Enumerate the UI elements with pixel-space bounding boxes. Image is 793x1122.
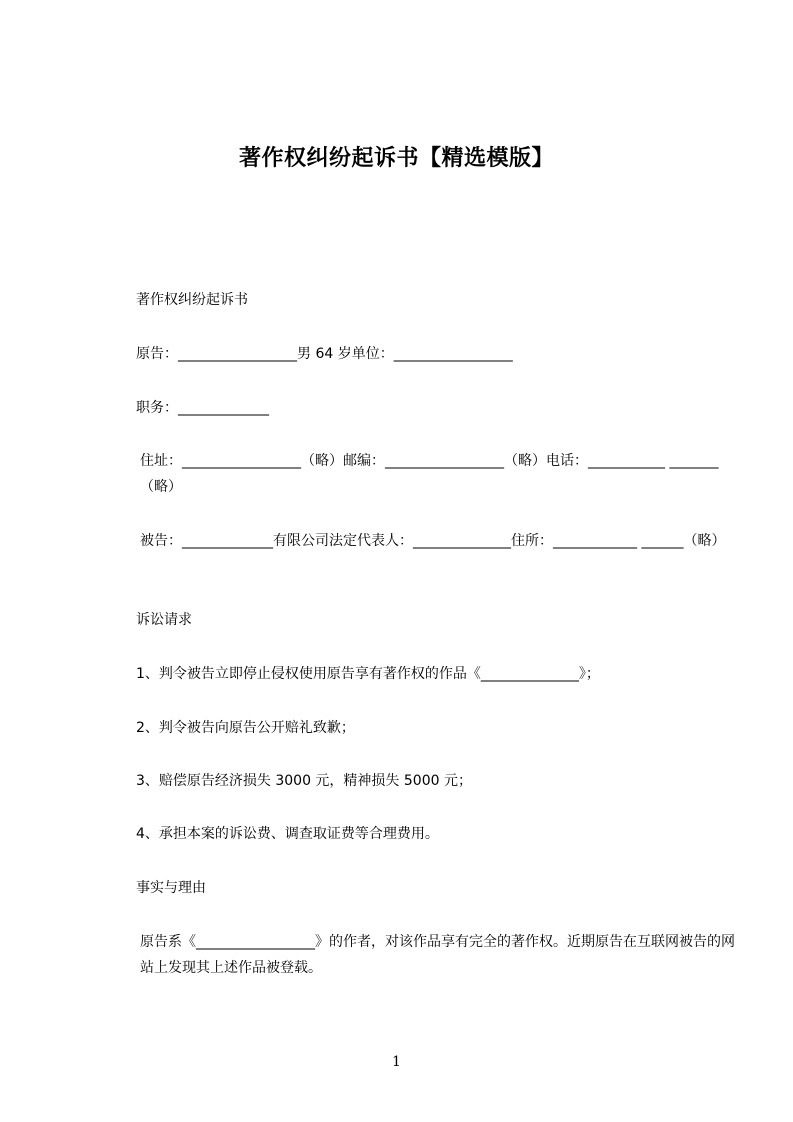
document-heading: 著作权纠纷起诉书 <box>136 292 248 308</box>
page-number: 1 <box>392 1054 401 1070</box>
claims-heading: 诉讼请求 <box>136 612 192 628</box>
defendant-line: 被告：_____________有限公司法定代表人：______________住所：____________ ______（略） <box>140 533 726 549</box>
plaintiff-line: 原告：_________________男 64 岁单位：_________________ <box>136 346 513 362</box>
claim-item-3: 3、赔偿原告经济损失 3000 元，精神损失 5000 元； <box>136 773 472 789</box>
facts-paragraph: 原告系《_________________》的作者，对该作品享有完全的著作权。近期原告在互联网被告的网站上发现其上述作品被登载。 <box>140 934 735 976</box>
address-line: 住址：_________________（略）邮编：_________________（略）电话：___________ _______（略） <box>140 453 719 495</box>
facts-heading: 事实与理由 <box>136 880 206 896</box>
position-line: 职务：_____________ <box>136 400 269 416</box>
claim-item-2: 2、判令被告向原告公开赔礼致歉； <box>136 720 355 736</box>
document-title: 著作权纠纷起诉书【精选模版】 <box>238 146 554 171</box>
claim-item-4: 4、承担本案的诉讼费、调查取证费等合理费用。 <box>136 826 439 842</box>
claim-item-1: 1、判令被告立即停止侵权使用原告享有著作权的作品《______________》； <box>136 666 600 682</box>
